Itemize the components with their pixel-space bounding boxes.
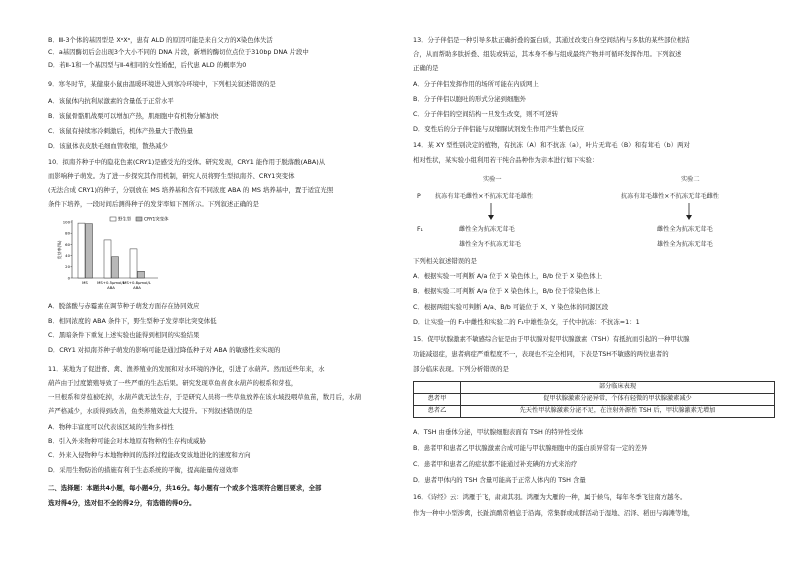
- arrow-head: [488, 215, 494, 220]
- patient-name: 患者乙: [414, 406, 461, 418]
- q10-stem-line: 10．拟南芥种子中的隐花色素(CRY1)是感受光的受体。研究发现，CRY1 能作用于脱落酸(ABA)从: [48, 158, 326, 166]
- bar-wild: [104, 240, 111, 278]
- q9-option-d: D．该鼠体表皮肤毛细血管收缩，散热减少: [48, 142, 168, 150]
- q15-option-b: B．患者甲和患者乙甲状腺激素合成可能与甲状腺细胞中的蛋白质异常有一定的差异: [413, 444, 648, 452]
- x-category-label: MS+0.8μmol/L: [123, 280, 151, 285]
- q14-option-d: D．让实验一的 F₁中雌性和实验二的 F₁中雄性杂交，子代中抗冻：不抗冻=1：1: [413, 318, 640, 326]
- q11-option-c: C．外来入侵物种与本地物种间的选择过程能改变该地进化的速度和方向: [48, 451, 251, 459]
- q13-stem-line: 正确的是: [413, 64, 439, 72]
- x-category-label: MS+0.5μmol/L: [97, 280, 125, 285]
- q9-option-a: A．该鼠体内抗利尿激素的含量低于正常水平: [48, 97, 174, 105]
- q8-option-b: B．Ⅲ-3个体的基因型是 XᵃXᵃ，患有 ALD 的原因可能是来自父方的X染色体失活: [48, 36, 273, 44]
- q9-stem: 9．寒冬时节，某健康小鼠由温暖环境进入到寒冷环境中，下列相关叙述错误的是: [48, 80, 276, 88]
- q11-stem-line: 葫芦由于过度繁殖导致了一些严重的生态后果。研究发现草鱼喜食水葫芦的根系和芽苞，: [48, 379, 298, 387]
- x-category-label: ABA: [107, 285, 115, 290]
- q15-option-a: A．TSH 由垂体分泌，甲状腺细胞表面有 TSH 的特异性受体: [413, 428, 584, 436]
- q11-stem-line: 11．某地为了促进畜、禽、渔养殖业的发展和对水环境的净化，引进了水葫芦。然而近些年来，水: [48, 365, 325, 373]
- q14-stem-line: 相对性状，某实验小组利用若干纯合品种作为亲本进行如下实验：: [413, 156, 599, 164]
- legend-swatch-mutant: [136, 217, 142, 221]
- bar-mutant: [86, 224, 93, 278]
- patient-desc: 促甲状腺激素分泌异常，个体有轻微的甲状腺激素减少: [461, 394, 775, 406]
- q8-option-c: C．a基因酶切后会出现3个大小不同的 DNA 片段，新增的酶切位点位于310bp DNA 片段中: [48, 48, 309, 56]
- q15-stem-line: 功能减退症，患者病症严重程度不一，表现也不完全相同，下表是TSH不敏感的两位患者的: [413, 350, 669, 358]
- q15-stem-line: 部分临床表现。下列分析错误的是: [413, 365, 509, 373]
- q14-option-a: A．根据实验一可判断 A/a 位于 X 染色体上，B/b 位于 X 染色体上: [413, 272, 602, 280]
- table-row: [414, 406, 775, 418]
- bar-mutant: [112, 257, 119, 278]
- y-tick-label: 100: [62, 219, 70, 225]
- patient-name: 患者甲: [414, 394, 461, 406]
- section2-heading: 二、选择题：本题共4小题，每小题4分，共16分。每小题有一个或多个选项符合题目要求，全部: [48, 484, 322, 492]
- x-category-label: MS: [82, 280, 88, 285]
- generation-p: P: [417, 193, 421, 200]
- y-tick-label: 60: [65, 241, 70, 247]
- q10-stem-line: 而影响种子萌发。为了进一步探究其作用机制，研究人员将野生型拟南芥、CRY1突变体: [48, 172, 295, 180]
- q13-option-c: C．分子伴侣的空间结构一旦发生改变，则不可逆转: [413, 110, 559, 118]
- y-axis-label: 发芽率(%): [57, 240, 62, 260]
- exp1-f1-female: 雌性全为抗冻无茸毛: [459, 226, 515, 233]
- table-row: [414, 394, 775, 406]
- section2-heading: 选对得4分，选对但不全的得2分，有选错的得0分。: [48, 499, 196, 507]
- q10-stem-line: (无法合成 CRY1)的种子，分别放在 MS 培养基和含有不同浓度 ABA 的 MS 培养基中，置于适宜光照: [48, 186, 334, 194]
- y-tick-label: 20: [65, 264, 70, 270]
- exp2-f1-female: 雌性全为抗冻无茸毛: [657, 226, 713, 233]
- clinical-table: [413, 381, 775, 418]
- q14-stem-line: 14．某 XY 型性别决定的植物，有抗冻（A）和不抗冻（a），叶片无茸毛（B）和有茸毛（b）两对: [413, 141, 690, 149]
- exp2-parents: 抗冻有茸毛雄性×不抗冻无茸毛雌性: [621, 193, 719, 200]
- bar-mutant: [138, 271, 145, 278]
- y-tick-label: 40: [65, 253, 70, 258]
- legend-label-wild: 野生型: [118, 217, 132, 223]
- q14-lead: 下列相关叙述错误的是: [413, 257, 477, 265]
- q11-stem-line: 芦严格减少，水质得到改善，鱼类养殖效益大大提升。下列叙述错误的是: [48, 407, 253, 415]
- legend-swatch-wild: [110, 217, 116, 221]
- table-header: 部分临床表现: [461, 382, 775, 394]
- q15-option-d: D．患者甲体内的 TSH 含量可能高于正常人体内的 TSH 含量: [413, 476, 586, 484]
- germination-bar-chart: [58, 214, 170, 298]
- q13-stem-line: 13．分子伴侣是一种引导多肽正确折叠的蛋白质，其通过改变自身空间结构与多肽的某些部位相结: [413, 36, 690, 44]
- y-tick-label: 0: [67, 275, 70, 281]
- bar-wild: [130, 249, 137, 278]
- y-tick-label: 80: [65, 230, 70, 236]
- patient-desc: 先天性甲状腺激素分泌不足，在注射外源性 TSH 后，甲状腺激素无增加: [461, 406, 775, 418]
- legend-label-mutant: CRY1突变体: [144, 217, 169, 223]
- q10-option-b: B．相同浓度的 ABA 条件下，野生型种子发芽率比突变体低: [48, 317, 217, 325]
- q14-option-b: B．根据实验二可判断 A/a 位于 X 染色体上，B/b 位于常染色体上: [413, 287, 600, 295]
- exp1-f1-male: 雄性全为不抗冻无茸毛: [459, 241, 521, 248]
- table-corner: [414, 382, 461, 394]
- q10-stem-line: 条件下培养，一段时间后测得种子的发芽率如下图所示。下列叙述正确的是: [48, 200, 259, 208]
- cross-arrows: [413, 200, 775, 222]
- q10-option-c: C．黑暗条件下重复上述实验也能得到相同的实验结果: [48, 331, 200, 339]
- table-header-row: [414, 382, 775, 394]
- q14-option-c: C．根据两组实验可判断 A/a、B/b 可能位于 X、Y 染色体的同源区段: [413, 303, 609, 311]
- q9-option-c: C．该鼠有持续寒冷刺激后，机体产热量大于散热量: [48, 127, 194, 135]
- q9-option-b: B．该鼠骨骼肌战栗可以增加产热，肌细胞中有机物分解加快: [48, 112, 219, 120]
- bar-wild: [78, 223, 85, 278]
- q11-option-b: B．引入外来物种可能会对本地原有物种的生存构成威胁: [48, 437, 206, 445]
- q11-option-a: A．物种丰富度可以代表该区域的生物多样性: [48, 423, 174, 431]
- arrow-head: [686, 215, 692, 220]
- q8-option-d: D．若Ⅱ-1和一个基因型与Ⅱ-4相同的女性婚配，后代患 ALD 的概率为0: [48, 61, 247, 69]
- germination-chart: [58, 214, 170, 298]
- generation-f1: F₁: [417, 226, 424, 233]
- q13-option-a: A．分子伴侣发挥作用的场所可能在内质网上: [413, 80, 539, 88]
- exp1-parents: 抗冻有茸毛雌性×不抗冻无茸毛雄性: [435, 193, 533, 200]
- exp2-title: 实验二: [681, 176, 700, 183]
- q13-option-d: D．变性后的分子伴侣能与双缩脲试剂发生作用产生紫色反应: [413, 125, 585, 133]
- x-category-label: ABA: [133, 285, 141, 290]
- q15-option-c: C．患者甲和患者乙的症状都不能通过补充碘的方式来治疗: [413, 460, 578, 468]
- q16-stem-line: 作为一种中小型涉禽，长趾滨鹬常栖息于沿海，常集群或成群活动于湿地、沼泽、稻田与海滩等地，: [413, 509, 695, 517]
- exp1-title: 实验一: [483, 176, 502, 183]
- q11-option-d: D．采用生物防治的措施有利于生态系统的平衡，提高能量传递效率: [48, 466, 239, 474]
- q16-stem-line: 16．《诗经》云：鸿雁于飞，肃肃其羽。鸿雁为大雁的一种，属于候鸟，每年冬季飞往南方越冬。: [413, 493, 687, 501]
- q13-option-b: B．分子伴侣以胞吐的形式分泌到细胞外: [413, 95, 527, 103]
- q11-stem-line: 一旦根系和芽苞被吃掉，水葫芦就无法生存，于是研究人员将一些草鱼放养在该水域投喂草鱼苗，数月后，水葫: [48, 393, 362, 401]
- q10-option-d: D．CRY1 对拟南芥种子萌发的影响可能是通过降低种子对 ABA 的敏感性来实现的: [48, 346, 281, 354]
- exp2-f1-male: 雄性全为抗冻无茸毛: [657, 241, 713, 248]
- q15-stem-line: 15．促甲状腺激素不敏感综合征是由于甲状腺对促甲状腺激素（TSH）有抵抗而引起的一种甲状腺: [413, 335, 690, 343]
- q13-stem-line: 合，从而帮助多肽折叠、组装或转运，其本身不参与组成最终产物并可循环发挥作用。下列叙述: [413, 50, 682, 58]
- q10-option-a: A．脱落酸与赤霉素在调节种子萌发方面存在协同效应: [48, 302, 200, 310]
